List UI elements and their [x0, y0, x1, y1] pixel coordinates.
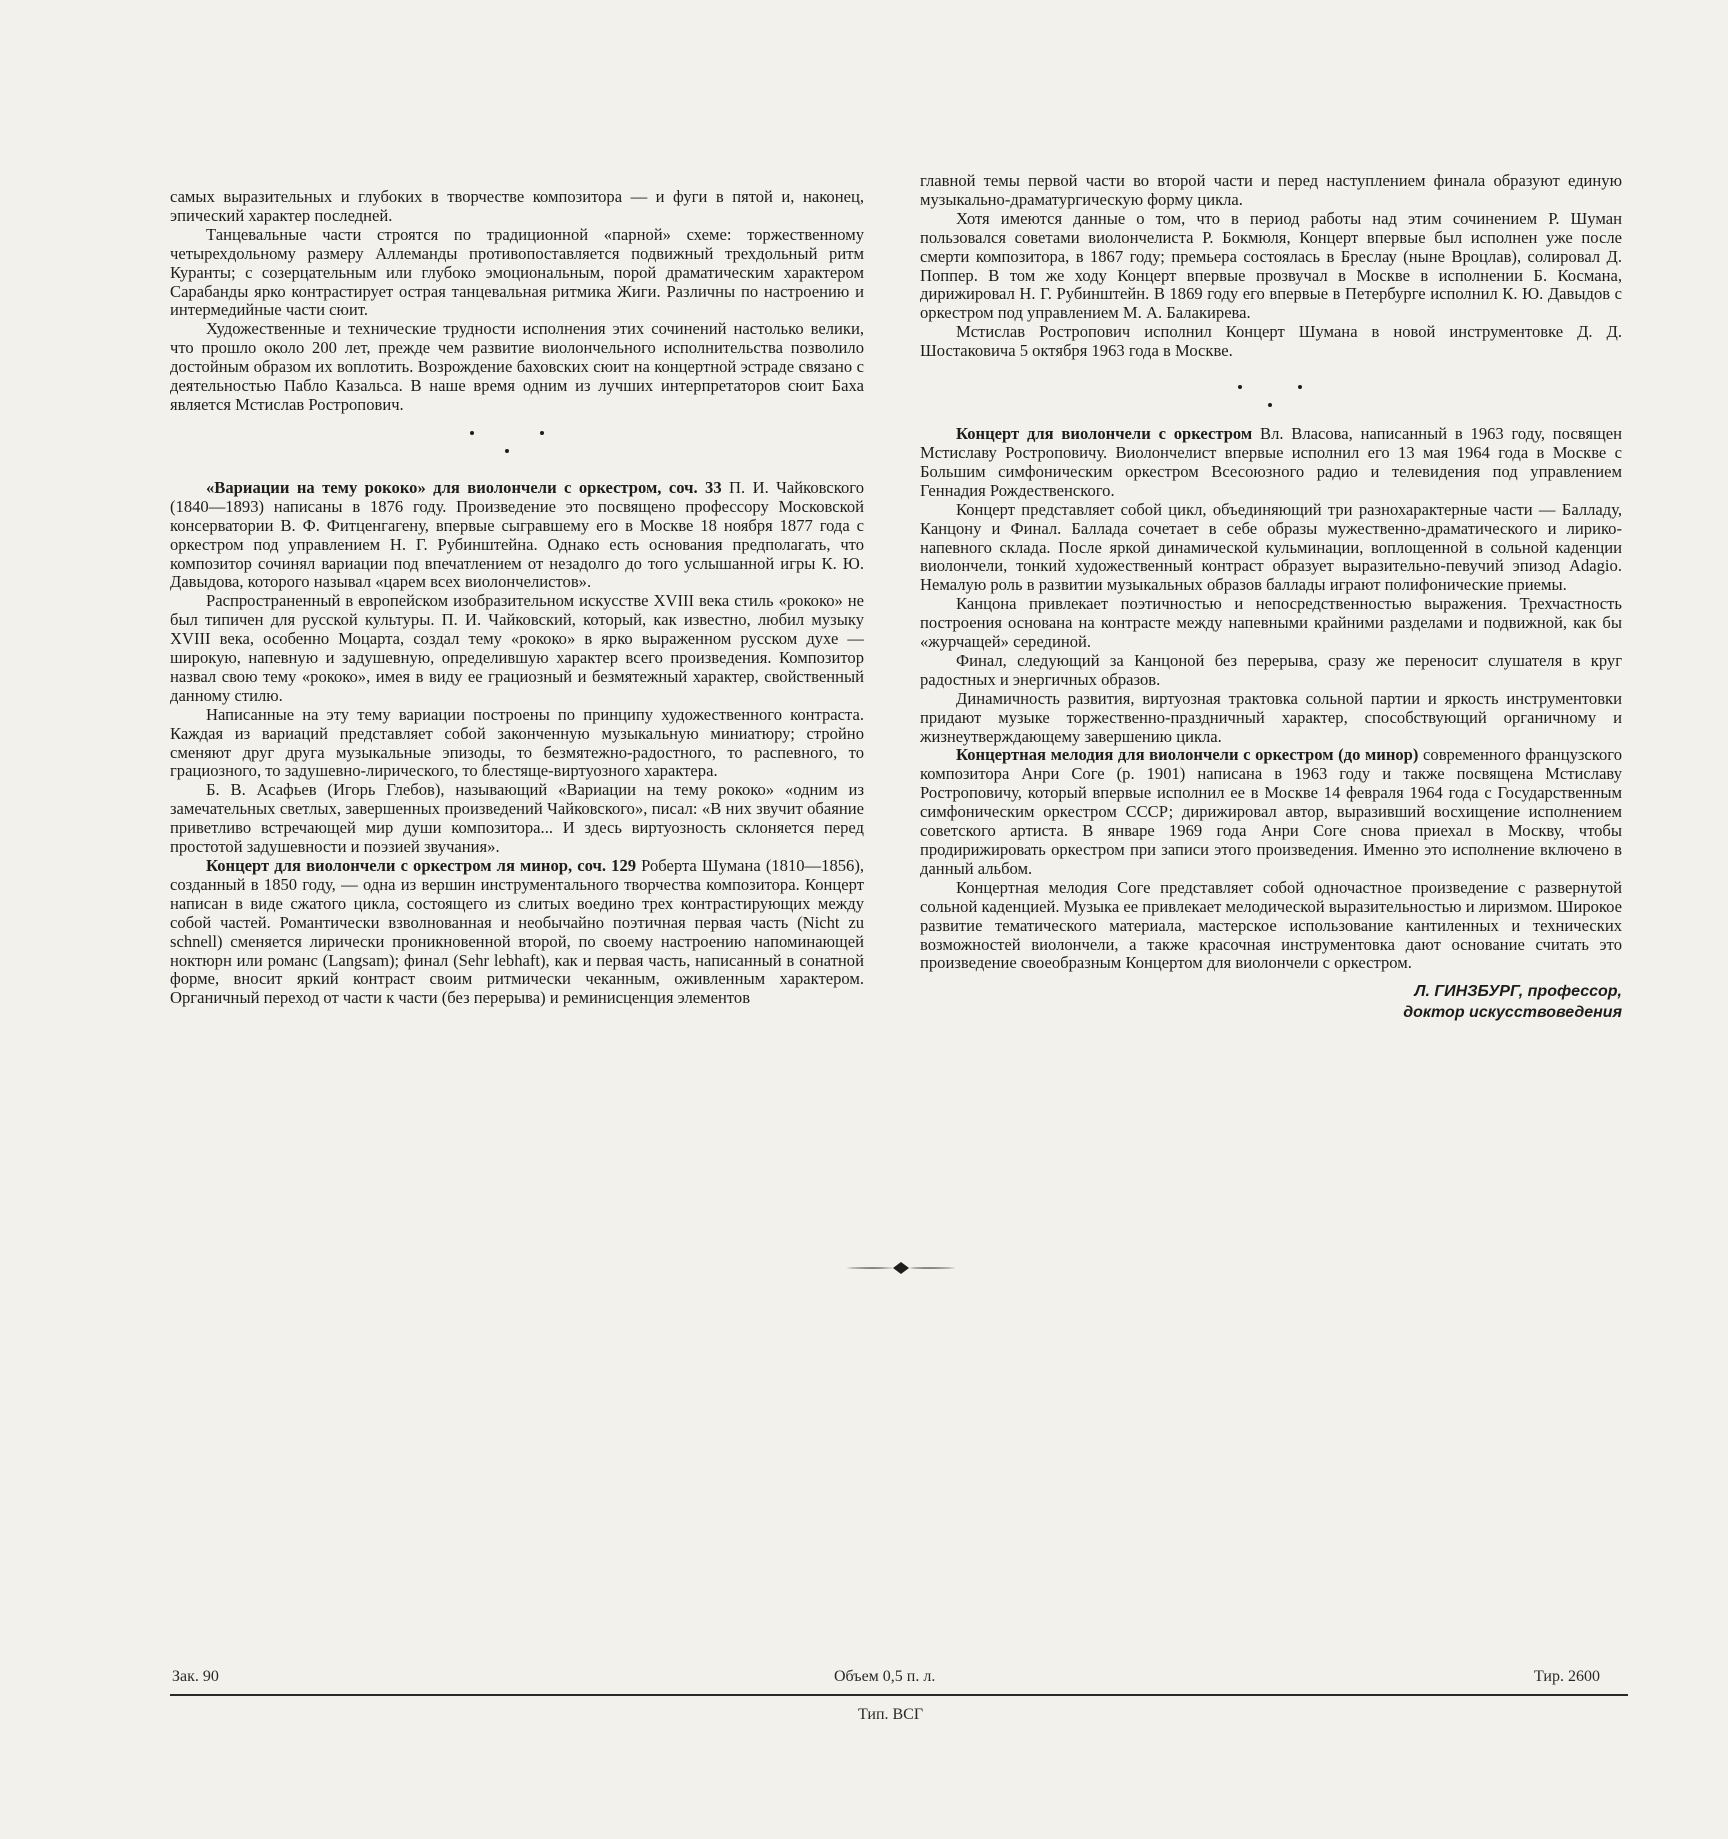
footer-rule: [170, 1694, 1628, 1696]
paragraph: Динамичность развития, виртуозная трактовка сольной партии и яркость инструментовки придают музыке торжественно-праздничный характер, способствующий органичному и жизнеутверждающему завершению цикла.: [920, 688, 1622, 746]
work-title: Концерт для виолончели с оркестром ля минор, соч. 129: [206, 856, 637, 875]
paragraph: Мстислав Ростропович исполнил Концерт Шумана в новой инструментовке Д. Д. Шостаковича 5 октября 1963 года в Москве.: [920, 322, 1622, 361]
paragraph: Художественные и технические трудности исполнения этих сочинений настолько велики, что прошло около 200 лет, прежде чем развитие виолончельного исполнительства позволило достойным образом их воплотить. Возрождение баховских сюит на концертной эстраде связано с деятельностью Пабло Казальса. В наше время одним из лучших интерпретаторов сюит Баха является Мстислав Ростропович.: [170, 319, 864, 414]
paragraph: Финал, следующий за Канцоной без перерыва, сразу же переносит слушателя в круг радостных и энергичных образов.: [920, 650, 1622, 689]
left-column: [170, 188, 864, 1008]
work-title: «Вариации на тему рококо» для виолончели с оркестром, соч. 33: [206, 477, 722, 497]
volume-info: Объем 0,5 п. л.: [834, 1668, 936, 1685]
paragraph: Концерт представляет собой цикл, объединяющий три разнохарактерные части — Балладу, Канцону и Финал. Баллада сочетает в себе образы мужественно-драматического и лирико-напевного склада. После яркой динамической кульминации, воплощенной в сольной каденции виолончели, тонкий художественный контраст образует выразительно-певучий эпизод Adagio. Немалую роль в развитии музыкальных образов баллады играют полифонические приемы.: [920, 499, 1622, 595]
work-title: Концертная мелодия для виолончели с оркестром (до минор): [956, 745, 1419, 765]
order-number: Зак. 90: [172, 1668, 219, 1685]
author-signature: Л. ГИНЗБУРГ, профессор, доктор искусствоведения: [1403, 983, 1622, 1022]
right-column: [920, 172, 1622, 1023]
work-title: Концерт для виолончели с оркестром: [956, 424, 1253, 444]
paragraph: «Вариации на тему рококо» для виолончели с оркестром, соч. 33 П. И. Чайковского (1840—1893) написаны в 1876 году. Произведение это посвящено профессору Московской консерватории В. Ф. Фитценгагену, впервые сыгравшему его в Москве 18 ноября 1877 года с оркестром под управлением Н. Г. Рубинштейна. Однако есть основания предполагать, что композитор сочинял вариации под впечатлением от незадолго до того услышанной игры К. Ю. Давыдова, которого называл «царем всех виолончелистов».: [170, 477, 864, 592]
paragraph: Концертная мелодия Соге представляет собой одночастное произведение с развернутой сольной каденцией. Музыка ее привлекает мелодической выразительностью и лиризмом. Широкое развитие тематического материала, мастерское использование кантиленных и технических возможностей виолончели, а также красочная инструментовка дают основание считать это произведение своеобразным Концертом для виолончели с оркестром.: [920, 877, 1622, 973]
paragraph: главной темы первой части во второй части и перед наступлением финала образуют единую музыкально-драматургическую форму цикла.: [920, 171, 1622, 209]
paragraph: Концерт для виолончели с оркестром ля минор, соч. 129 Роберта Шумана (1810—1856), созданный в 1850 году, — одна из вершин инструментального творчества композитора. Концерт написан в виде сжатого цикла, состоящего из слитых воедино трех контрастирующих между собой частей. Романтически взволнованная и необычайно поэтичная первая часть (Nicht zu schnell) сменяется лирически проникновенной второй, по своему настроению напоминающей ноктюрн или романс (Langsam); финал (Sehr lebhaft), как и первая часть, написанный в сонатной форме, вносит яркий контраст своим ритмически чеканным, оживленным характером. Органичный переход от части к части (без перерыва) и реминисценция элементов: [170, 856, 865, 1008]
paragraph: Распространенный в европейском изобразительном искусстве XVIII века стиль «рококо» не был типичен для русской культуры. П. И. Чайковский, который, как известно, любил музыку XVIII века, особенно Моцарта, создал тему «рококо» в ярко выраженном русском духе — широкую, напевную и задушевную, определившую характер всего произведения. Композитор назвал свою тему «рококо», имея в виду ее грациозный и безмятежный характер, свойственный данному стилю.: [170, 591, 864, 705]
paragraph: Танцевальные части строятся по традиционной «парной» схеме: торжественному четырехдольному размеру Аллеманды противопоставляется подвижный трехдольный ритм Куранты; с созерцательным или глубоко эмоциональным, порой драматическим характером Сарабанды ярко контрастирует острая танцевальная ритмика Жиги. Различны по настроению и интермедийные части сюит.: [170, 224, 864, 320]
paragraph: Написанные на эту тему вариации построены по принципу художественного контраста. Каждая из вариаций представляет собой законченную музыкальную миниатюру; стройно сменяют друг друга музыкальные эпизоды, то безмятежно-радостного, то распевного, то грациозного, то задушевно-лирического, то блестяще-виртуозного характера.: [170, 704, 864, 781]
section-separator: [920, 375, 1622, 403]
paragraph: Б. В. Асафьев (Игорь Глебов), называющий «Вариации на тему рококо» «одним из замечательных светлых, завершенных произведений Чайковского», писал: «В них звучит обаяние приветливо встречающей мир души композитора... И здесь виртуозность склоняется перед простотой задушевности и поэзией звучания».: [170, 780, 864, 857]
section-separator: [170, 429, 864, 457]
paragraph: Хотя имеются данные о том, что в период работы над этим сочинением Р. Шуман пользовался советами виолончелиста Р. Бокмюля, Концерт впервые был исполнен уже после смерти композитора, в 1867 году; премьера состоялась в Бреслау (ныне Вроцлав), солировал Д. Поппер. В том же ходу Концерт впервые прозвучал в Москве в исполнении Б. Космана, дирижировал Н. Г. Рубинштейн. В 1869 году его впервые в Петербурге исполнил К. Ю. Давыдов с оркестром под управлением М. А. Балакирева.: [920, 208, 1622, 323]
printer-info: Тип. ВСГ: [858, 1706, 924, 1723]
paragraph: самых выразительных и глубоких в творчестве композитора — и фуги в пятой и, наконец, эпический характер последней.: [170, 187, 864, 225]
paragraph: Концерт для виолончели с оркестром Вл. Власова, написанный в 1963 году, посвящен Мстиславу Ростроповичу. Виолончелист впервые исполнил его 13 мая 1964 года в Москве с Большим симфоническим оркестром Всесоюзного радио и телевидения под управлением Геннадия Рождественского.: [920, 424, 1622, 500]
paragraph: Концертная мелодия для виолончели с оркестром (до минор) современного французского композитора Анри Соге (р. 1901) написана в 1963 году и также посвящена Мстиславу Ростроповичу, который впервые исполнил ее в Москве 14 февраля 1964 года с Государственным симфоническим оркестром СССР; дирижировал автор, выразивший восхищение исполнением советского артиста. В январе 1969 года Анри Соге снова приехал в Москву, чтобы продирижировать оркестром при записи этого произведения. Именно это исполнение включено в данный альбом.: [920, 745, 1622, 878]
print-run: Тир. 2600: [1534, 1668, 1600, 1685]
paragraph: Канцона привлекает поэтичностью и непосредственностью выражения. Трехчастность построения основана на контрасте между напевными крайними разделами и подвижной, как бы «журчащей» серединой.: [920, 594, 1622, 652]
ornament-divider-icon: [846, 1260, 956, 1276]
